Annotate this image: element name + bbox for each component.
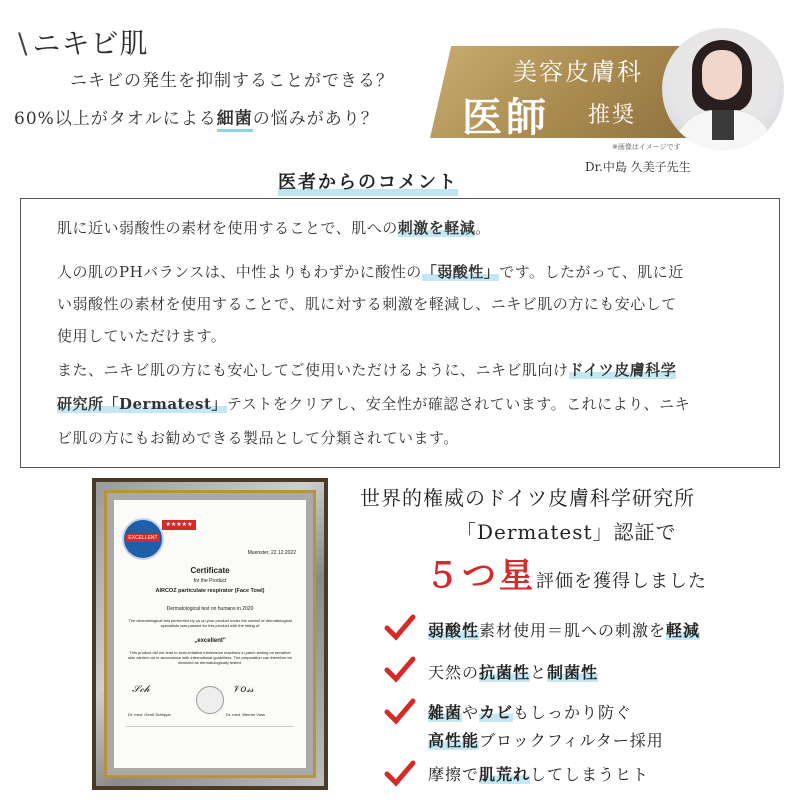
check-icon <box>384 656 416 684</box>
cert-for-product: for the Product <box>193 578 227 584</box>
cert-product: AIRCOZ particulate respirator (Face Towl) <box>155 588 265 594</box>
cert-body-2: This product did not lead to toxic-irritative intolerance reactions in patch testing on sensitive skin carried out in accordance with international guidelines. The preparation can therefore be declared as dermatologically tested. <box>127 650 293 665</box>
benefit-3: 雑菌やカビもしっかり防ぐ <box>428 703 633 722</box>
check-icon <box>384 760 416 788</box>
question-line-1: ニキビの発生を抑制することができる？ <box>70 71 394 91</box>
comment-heading <box>278 168 458 194</box>
comment-line: また、ニキビ肌の方にも安心してご使用いただけるように、ニキビ肌向けドイツ皮膚科学 <box>57 361 677 379</box>
cert-body-1: The dermatological test performed by us on your product under the control of dermatological specialists was passed for this product with the rating of <box>128 618 292 628</box>
question-line-2 <box>14 104 379 129</box>
cert-date: Muenster, 22.12.2022 <box>247 550 296 556</box>
five-star-text: ５つ星 <box>425 556 536 596</box>
comment-line: 人の肌のPHバランスは、中性よりもわずかに酸性の「弱酸性」です。したがって、肌に近 <box>57 263 684 281</box>
benefit-2: 天然の抗菌性と制菌性 <box>428 663 599 682</box>
badge-doctor: 医師 <box>462 94 550 141</box>
doctor-name: Dr.中島 久美子先生 <box>585 160 691 174</box>
seal-icon <box>196 686 224 714</box>
cert-footer <box>126 726 294 739</box>
comment-line: 使用していただけます。 <box>57 327 227 345</box>
check-icon <box>384 614 416 642</box>
badge-dermatology: 美容皮膚科 <box>513 58 643 86</box>
dermatest-stamp-icon <box>122 518 164 560</box>
comment-heading-text: 医者からのコメント <box>278 172 458 193</box>
tag-text: ニキビ肌 <box>32 27 149 60</box>
stamp-label: EXCELLENT <box>126 534 160 542</box>
benefit-1: 弱酸性素材使用＝肌への刺激を軽減 <box>428 621 701 640</box>
comment-line: 肌に近い弱酸性の素材を使用することで、肌への刺激を軽減。 <box>57 219 491 237</box>
comment-box <box>20 198 780 468</box>
sig2-name: Dr. med. Werner Voss <box>226 712 266 717</box>
badge-recommend: 推奨 <box>588 103 637 128</box>
cert-test-line: Dermatological test on humans in 2020 <box>166 606 254 612</box>
comment-line: 研究所「Dermatest」テストをクリアし、安全性が確認されています。これにより、ニキ <box>57 395 691 413</box>
doctor-photo <box>662 28 784 150</box>
benefit-3b: 高性能ブロックフィルター採用 <box>428 731 664 750</box>
signature-2: 𝒱𝑜𝓈𝓈 <box>232 684 254 695</box>
q2-post: の悩みがあり？ <box>252 109 379 129</box>
comment-line: ビ肌の方にもお勧めできる製品として分類されています。 <box>57 429 459 447</box>
signature-1: 𝒮𝒸𝒽 <box>132 684 150 695</box>
authority-line: 世界的権威のドイツ皮膚科学研究所 <box>360 486 695 510</box>
image-note: ※画像はイメージです <box>612 143 681 151</box>
check-icon <box>384 698 416 726</box>
cert-title: Certificate <box>190 566 230 575</box>
five-star-badge: ★★★★★ <box>162 520 196 530</box>
q2-emphasis: 細菌 <box>217 109 253 132</box>
dermatest-line: 「Dermatest」認証で <box>456 520 677 544</box>
sig1-name: Dr. med. Gerrit Schlippe <box>128 712 171 717</box>
five-star-line <box>425 548 707 597</box>
cert-rating: „excellent" <box>194 638 226 644</box>
comment-line: い弱酸性の素材を使用することで、肌に対する刺激を軽減し、ニキビ肌の方にも安心して <box>57 295 677 313</box>
certificate-paper <box>114 500 306 768</box>
five-star-post: 評価を獲得しました <box>536 571 707 592</box>
acne-skin-tag <box>18 22 148 62</box>
tag-slash: \ <box>18 27 29 60</box>
benefit-4: 摩擦で肌荒れしてしまうヒト <box>428 765 650 784</box>
q2-pre: 60%以上がタオルによる <box>14 109 217 129</box>
